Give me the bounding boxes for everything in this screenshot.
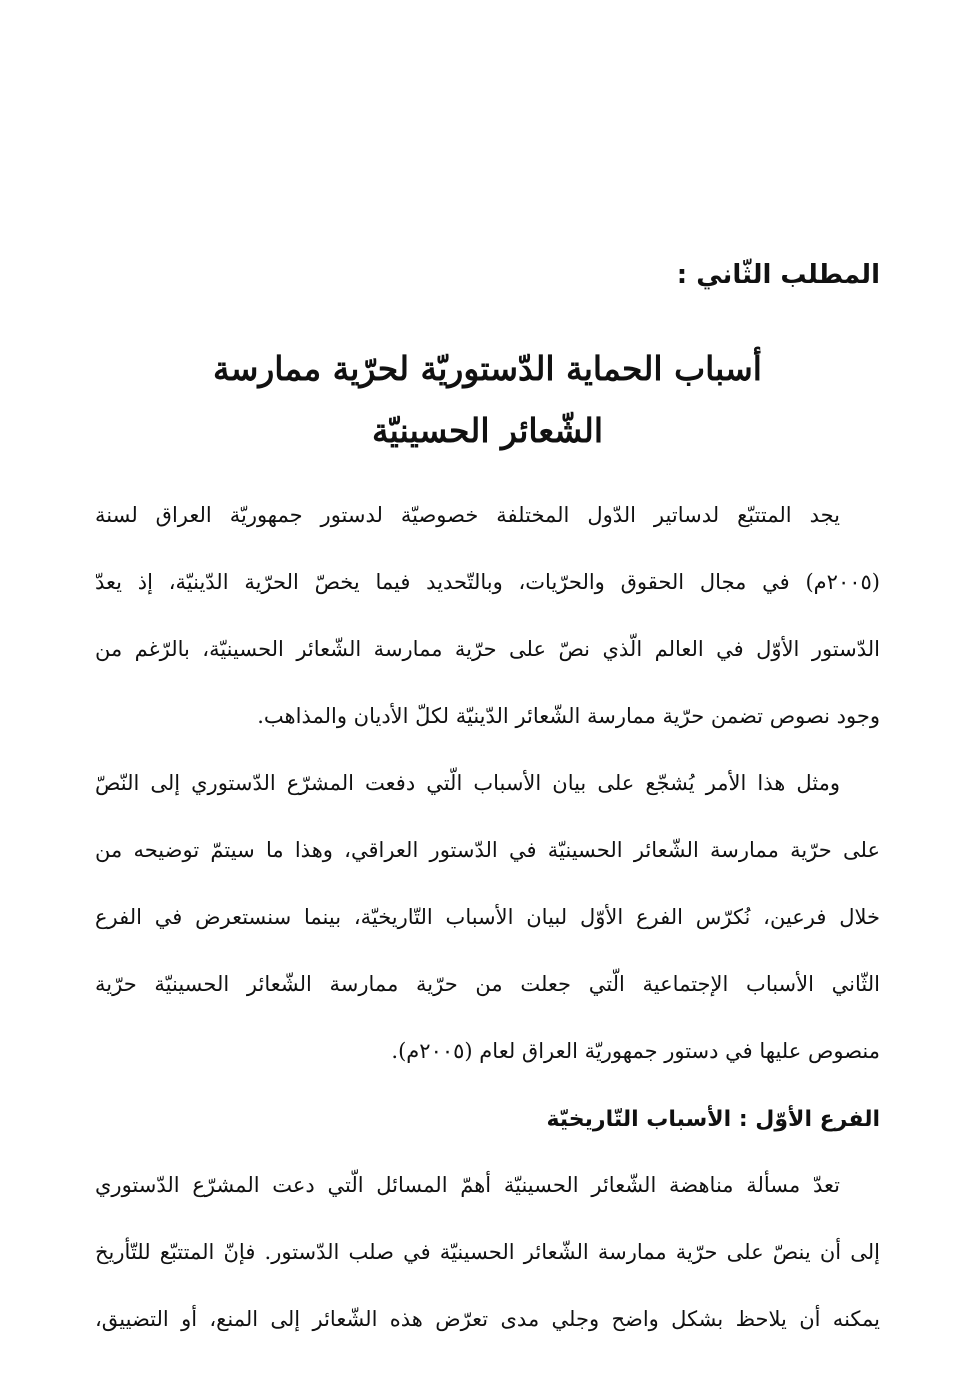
section-label: المطلب الثّاني :: [676, 260, 880, 290]
paragraph-2-line-5: منصوص عليها في دستور جمهوريّة العراق لعام (٢٠٠٥م).: [391, 1039, 880, 1063]
paragraph-2-line-4: الثّاني الأسباب الإجتماعية الّتي جعلت من حرّية ممارسة الشّعائر الحسينيّة حرّية: [95, 972, 880, 996]
paragraph-1-line-2: (٢٠٠٥م) في مجال الحقوق والحرّيات، وبالتّحديد فيما يخصّ الحرّية الدّينيّة، إذ يعدّ: [95, 570, 880, 594]
paragraph-3-line-1: تعدّ مسألة مناهضة الشّعائر الحسينيّة أهمّ المسائل الّتي دعت المشرّع الدّستوري: [95, 1173, 840, 1197]
paragraph-3-line-3: يمكنه أن يلاحظ بشكل واضح وجلي مدى تعرّض هذه الشّعائر إلى المنع، أو التضييق،: [95, 1307, 880, 1331]
paragraph-1-line-3: الدّستور الأوّل في العالم الّذي نصّ على حرّية ممارسة الشّعائر الحسينيّة، بالرّغم من: [95, 637, 880, 661]
paragraph-1-line-1: يجد المتتبّع لدساتير الدّول المختلفة خصوصيّة لدستور جمهوريّة العراق لسنة: [95, 503, 840, 527]
paragraph-2: [95, 758, 880, 1093]
main-title: [95, 338, 880, 462]
document-page: [95, 0, 880, 1395]
paragraph-2-line-2: على حرّية ممارسة الشّعائر الحسينيّة في الدّستور العراقي، وهذا ما سيتمّ توضيحه من: [95, 838, 880, 862]
main-title-line-2: الشّعائر الحسينيّة: [371, 411, 604, 450]
paragraph-1-line-4: وجود نصوص تضمن حرّية ممارسة الشّعائر الدّينيّة لكلّ الأديان والمذاهب.: [257, 704, 880, 728]
paragraph-3-line-2: إلى أن ينصّ على حرّية ممارسة الشّعائر الحسينيّة في صلب الدّستور. فإنّ المتتبّع للتّأريخ: [95, 1240, 880, 1264]
paragraph-2-line-1: ومثل هذا الأمر يُشجّع على بيان الأسباب الّتي دفعت المشرّع الدّستوري إلى النّصّ: [95, 771, 840, 795]
paragraph-1: [95, 490, 880, 758]
paragraph-2-line-3: خلال فرعين، نُكرّس الفرع الأوّل لبيان الأسباب التّاريخيّة، بينما سنستعرض في الفرع: [95, 905, 880, 929]
main-title-line-1: أسباب الحماية الدّستوريّة لحرّية ممارسة: [213, 349, 762, 388]
paragraph-3: [95, 1160, 880, 1361]
branch-heading: الفرع الأوّل : الأسباب التّاريخيّة: [546, 1107, 880, 1132]
